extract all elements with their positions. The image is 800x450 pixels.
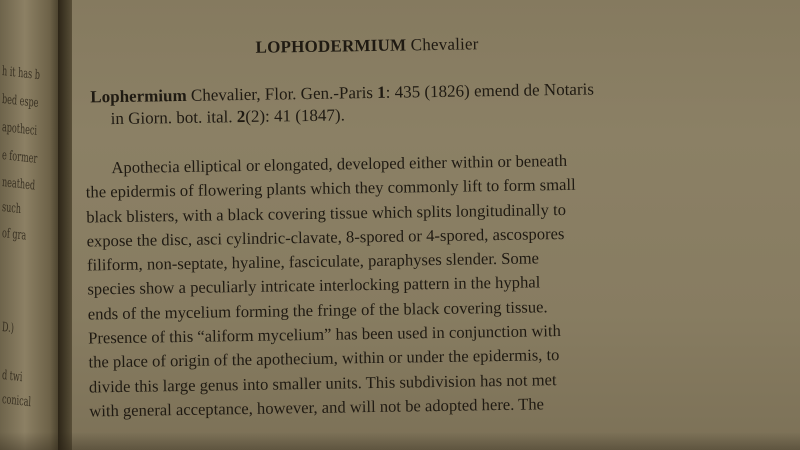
paragraph-line: the epidermis of flowering plants which they commonly lift to form small	[85, 175, 576, 202]
main-page	[72, 0, 800, 450]
paragraph-line: species show a peculiarly intricate interlocking pattern in the hyphal	[87, 272, 541, 299]
left-page-fragment: d twi	[1, 368, 23, 386]
genus-author: Chevalier	[410, 34, 479, 55]
synonym-text: (2): 41 (1847).	[245, 105, 346, 126]
paragraph-line: black blisters, with a black covering tissue which splits longitudinally to	[86, 199, 567, 227]
left-page-fragment: of gra	[1, 226, 27, 244]
synonym-citation	[90, 79, 594, 131]
left-page-fragment: neathed	[1, 175, 36, 194]
left-page-fragment: D.)	[1, 320, 15, 337]
genus-name: LOPHODERMIUM	[255, 35, 407, 57]
description-paragraph	[85, 147, 689, 424]
synonym-text: Chevalier, Flor. Gen.-Paris	[186, 82, 378, 105]
left-page-fragment: e former	[1, 148, 38, 167]
synonym-volume: 1	[377, 82, 386, 102]
genus-heading	[255, 34, 478, 58]
left-page-fragment: h it has b	[1, 64, 41, 84]
paragraph-line: Presence of this “aliform mycelium” has been used in conjunction with	[87, 321, 562, 348]
page-bottom-shadow	[0, 432, 800, 450]
paragraph-line: with general acceptance, however, and will not be adopted here. The	[89, 394, 545, 421]
synonym-text: : 435 (1826) emend de Notaris	[385, 79, 595, 102]
paragraph-line: the place of origin of the apothecium, within or under the epidermis, to	[88, 345, 560, 372]
left-page-fragment: such	[1, 200, 22, 218]
synonym-volume: 2	[236, 106, 246, 127]
paragraph-line: ends of the mycelium forming the fringe of the black covering tissue.	[87, 297, 548, 324]
paragraph-line: expose the disc, asci cylindric-clavate, 8-spored or 4-spored, ascospores	[86, 223, 565, 251]
left-page-fragment: bed espe	[1, 92, 39, 112]
left-page-fragment: apotheci	[1, 120, 38, 139]
paragraph-line: divide this large genus into smaller units. This subdivision has not met	[88, 369, 557, 397]
left-facing-page	[0, 0, 62, 450]
paragraph-line: Apothecia elliptical or elongated, developed either within or beneath	[111, 150, 568, 178]
synonym-name: Lophermium	[90, 85, 187, 107]
left-page-fragment: conical	[1, 392, 32, 411]
synonym-text: in Giorn. bot. ital.	[110, 107, 237, 129]
page-text	[69, 0, 800, 450]
paragraph-line: filiform, non-septate, hyaline, fasciculate, paraphyses slender. Some	[86, 248, 540, 275]
